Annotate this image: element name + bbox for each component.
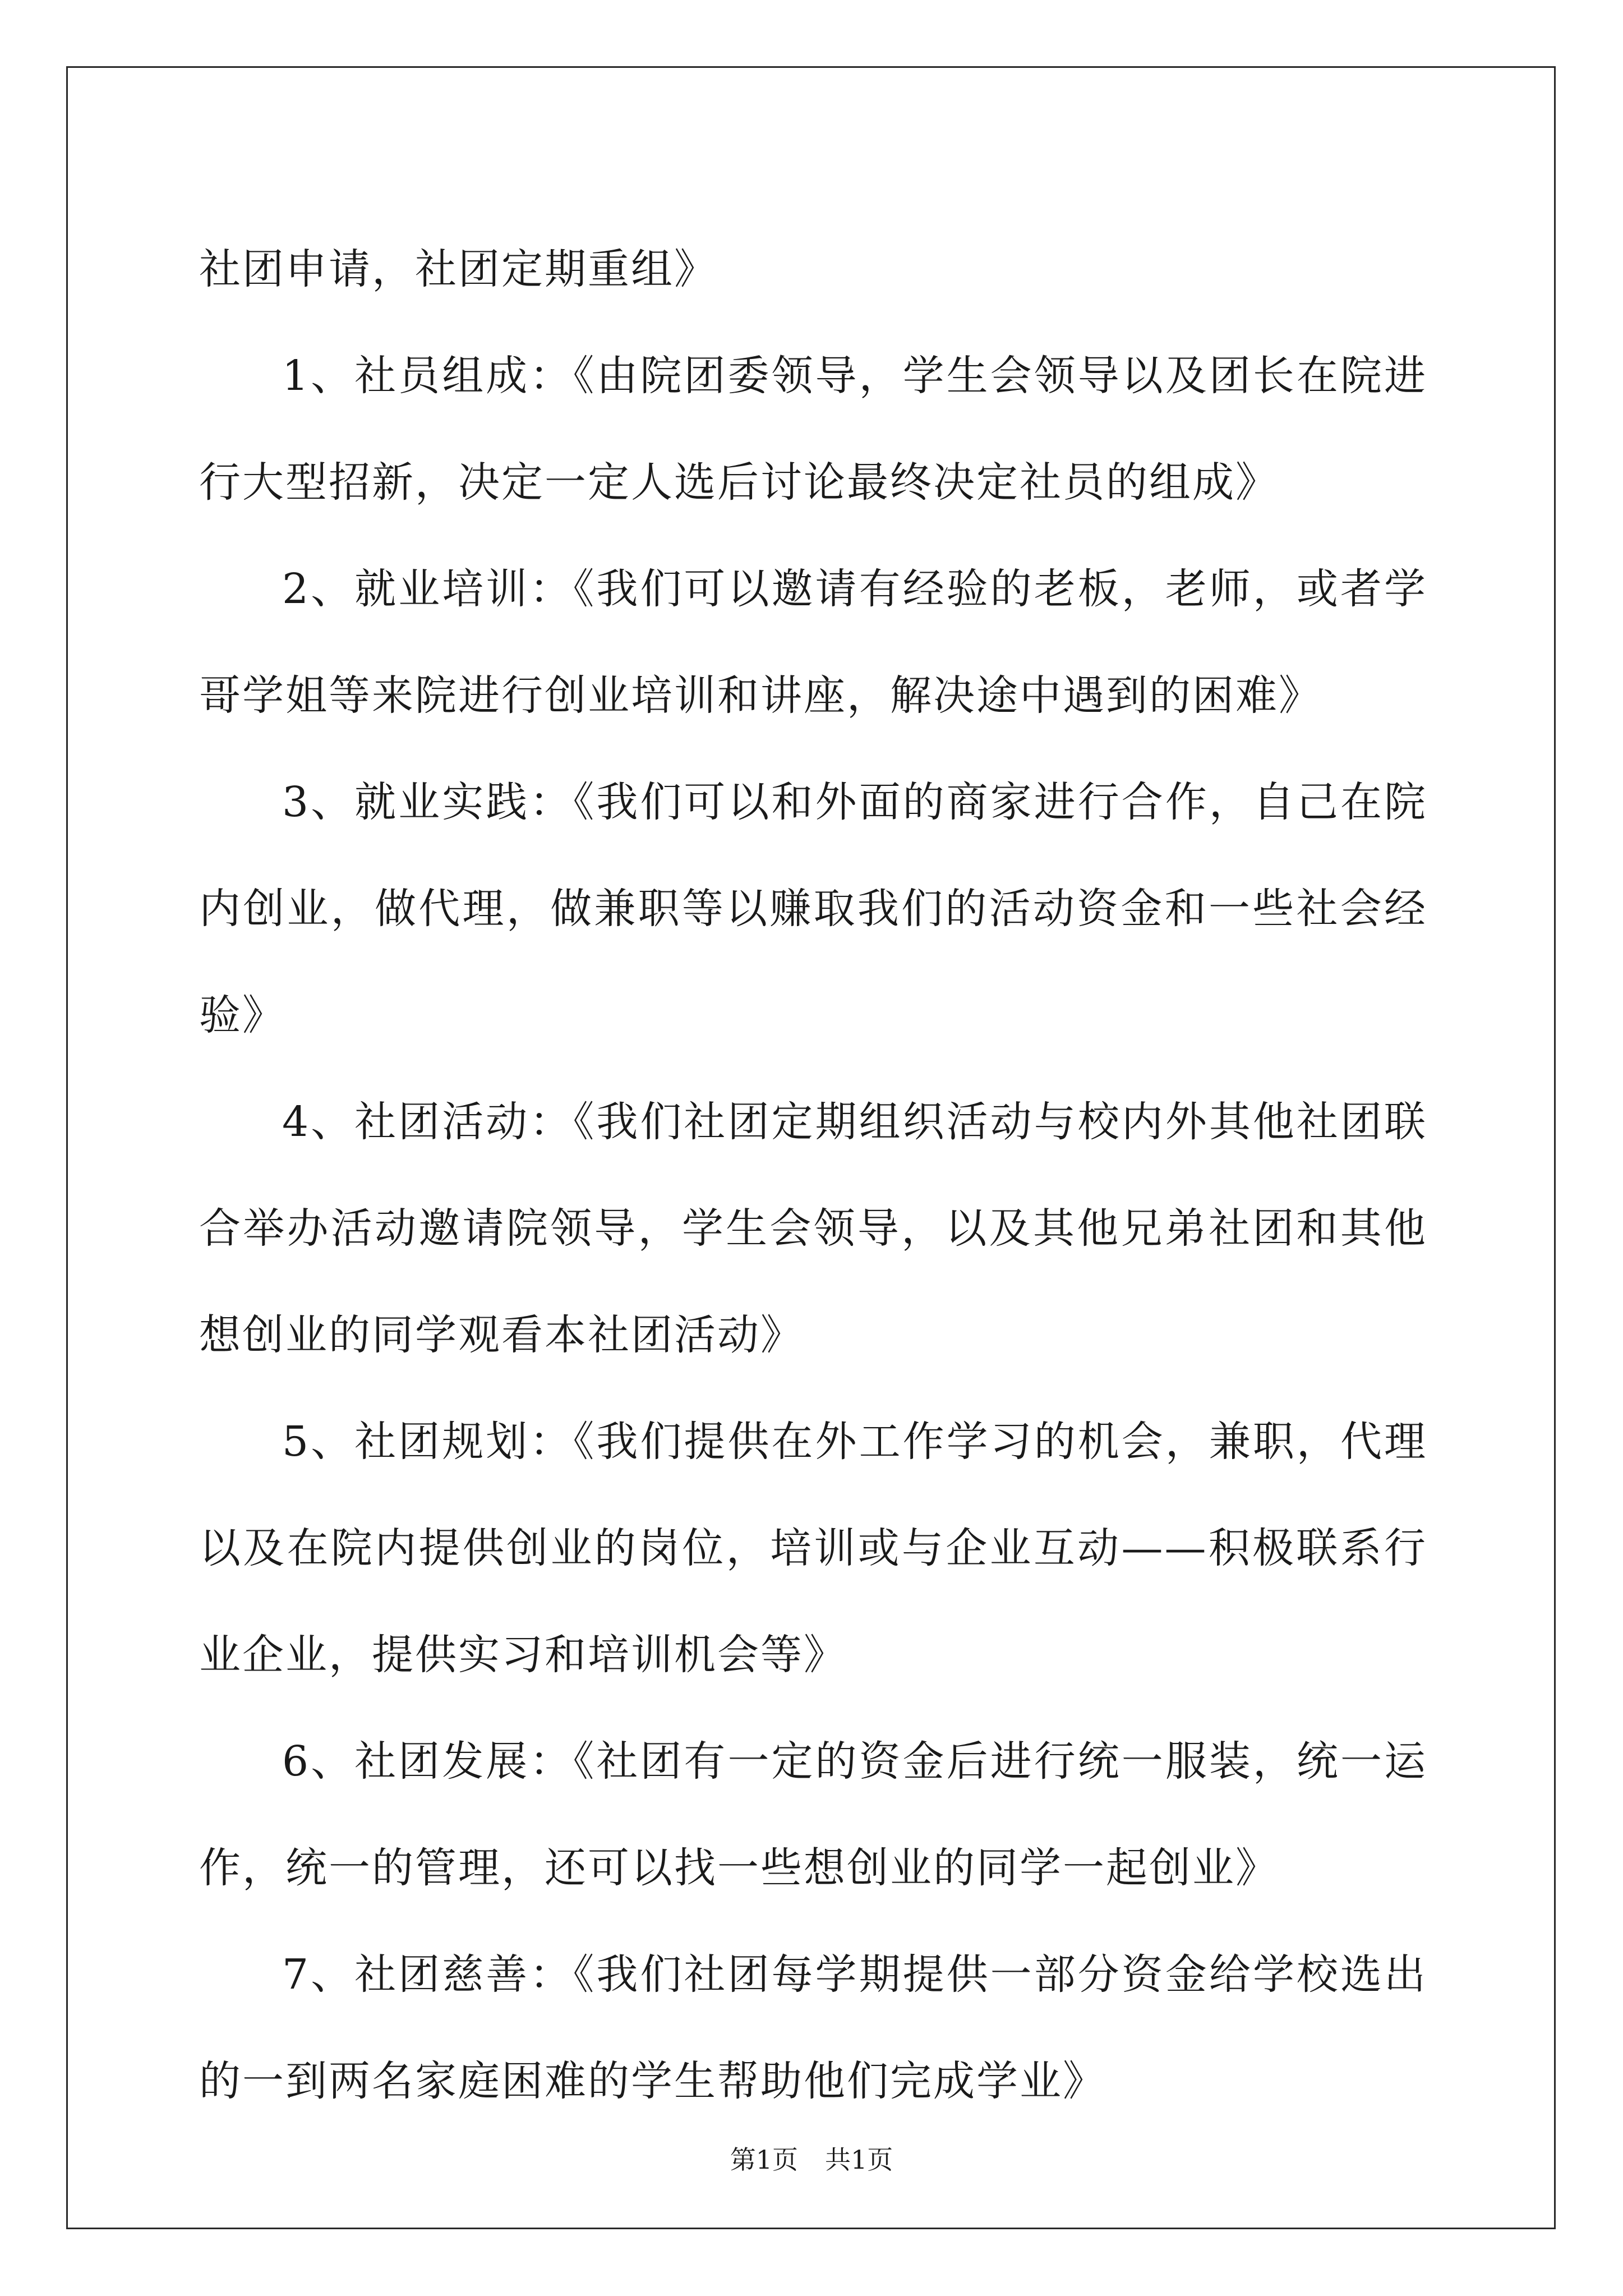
paragraph-7: 7、社团慈善：《我们社团每学期提供一部分资金给学校选出的一到两名家庭困难的学生帮助他们完成学业》 (199, 1950, 1427, 2105)
paragraph-6: 6、社团发展：《社团有一定的资金后进行统一服装，统一运作，统一的管理，还可以找一些想创业的同学一起创业》 (199, 1737, 1427, 1892)
paragraph-3: 3、就业实践：《我们可以和外面的商家进行合作，自己在院内创业，做代理，做兼职等以赚取我们的活动资金和一些社会经验》 (199, 778, 1427, 1039)
paragraph-2: 2、就业培训：《我们可以邀请有经验的老板，老师，或者学哥学姐等来院进行创业培训和讲座，解决途中遇到的困难》 (199, 565, 1427, 720)
paragraph-4: 4、社团活动：《我们社团定期组织活动与校内外其他社团联合举办活动邀请院领导，学生会领导，以及其他兄弟社团和其他想创业的同学观看本社团活动》 (199, 1098, 1427, 1359)
page-total: 共1页 (825, 2145, 893, 2175)
page-number: 第1页 (730, 2145, 798, 2175)
page-footer (0, 2143, 1623, 2177)
paragraph-5: 5、社团规划：《我们提供在外工作学习的机会，兼职，代理以及在院内提供创业的岗位，培训或与企业互动——积极联系行业企业，提供实习和培训机会等》 (199, 1418, 1427, 1679)
paragraph-0: 社团申请，社团定期重组》 (199, 245, 717, 293)
paragraph-1: 1、社员组成：《由院团委领导，学生会领导以及团长在院进行大型招新，决定一定人选后讨论最终决定社员的组成》 (199, 352, 1427, 507)
document-body (199, 216, 1427, 2134)
